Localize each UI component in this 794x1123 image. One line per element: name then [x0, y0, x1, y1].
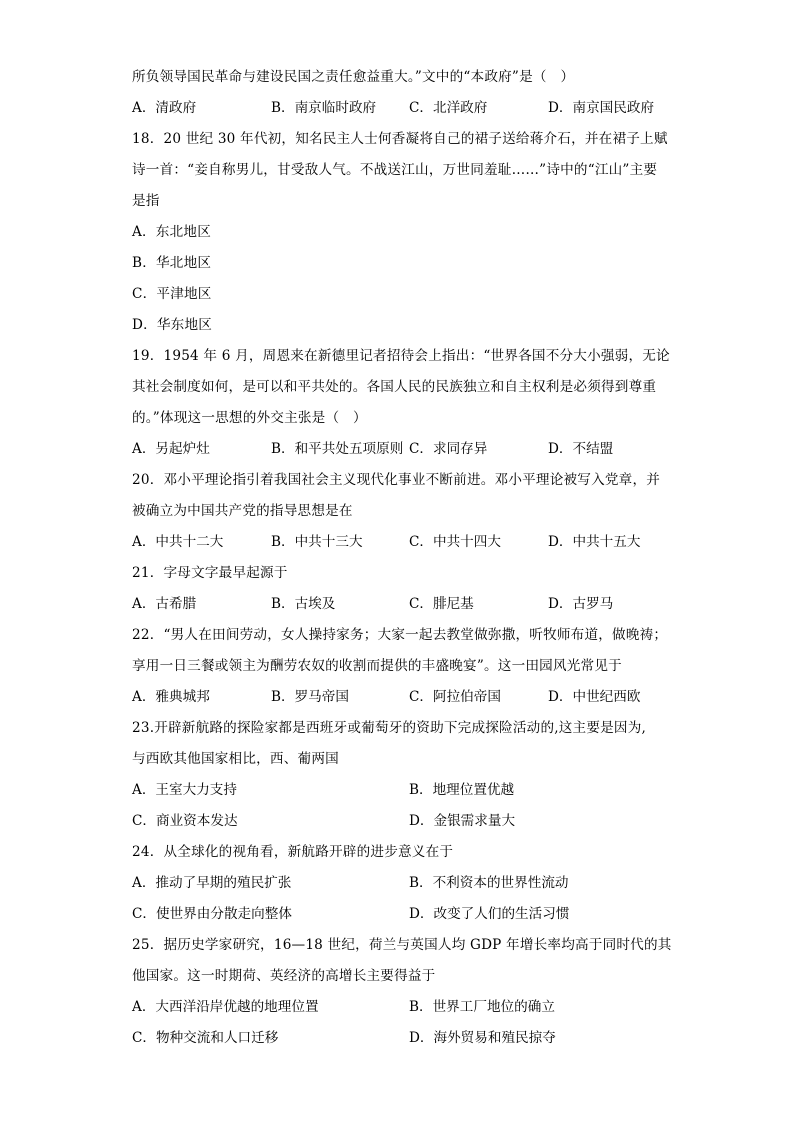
q25-option-a: A．大西洋沿岸优越的地理位置: [132, 999, 319, 1015]
q20-option-a: A．中共十二大: [132, 534, 224, 550]
q17-option-d: D．南京国民政府: [548, 100, 655, 116]
q23-option-c: C．商业资本发达: [132, 813, 238, 829]
q25-options-row2: [132, 1023, 662, 1054]
q22-stem-line: 享用一日三餐或领主为酬劳农奴的收割而提供的丰盛晚宴”。这一田园风光常见于: [132, 658, 622, 674]
q17-text: 所负领导国民革命与建设民国之责任愈益重大。”文中的“本政府”是（ ）: [132, 69, 575, 85]
q17-option-c: C．北洋政府: [409, 100, 488, 116]
q21-option-d: D．古罗马: [548, 596, 614, 612]
q25-option-d: D．海外贸易和殖民掠夺: [409, 1030, 556, 1046]
q19-stem-line: 的。”体现这一思想的外交主张是（ ）: [132, 410, 367, 426]
q22-option-d: D．中世纪西欧: [548, 689, 641, 705]
q18-option-b: B．华北地区: [132, 255, 212, 271]
q23-stem-line: 23.开辟新航路的探险家都是西班牙或葡萄牙的资助下完成探险活动的,这主要是因为,: [132, 720, 647, 736]
q20-option-d: D．中共十五大: [548, 534, 641, 550]
q24-stem-line: 24．从全球化的视角看，新航路开辟的进步意义在于: [132, 844, 454, 860]
q25-option-b: B．世界工厂地位的确立: [409, 999, 555, 1015]
q21-option-c: C．腓尼基: [409, 596, 474, 612]
q20-stem-line: 被确立为中国共产党的指导思想是在: [132, 503, 353, 519]
q18-option-d: D．华东地区: [132, 317, 213, 333]
q22-option-b: B．罗马帝国: [271, 689, 349, 705]
q25-stem-line: 他国家。这一时期荷、英经济的高增长主要得益于: [132, 968, 436, 984]
q19-option-c: C．求同存异: [409, 441, 488, 457]
q22-option-c: C．阿拉伯帝国: [409, 689, 501, 705]
q25-option-c: C．物种交流和人口迁移: [132, 1030, 279, 1046]
q22-options: [132, 682, 662, 713]
q23-options-row2: [132, 806, 662, 837]
q18-stem-line: 是指: [132, 193, 160, 209]
q23-options-row1: [132, 775, 662, 806]
q18-stem-line: 诗一首：“妾自称男儿，甘受敌人气。不战送江山，万世同羞耻……”诗中的“江山”主要: [132, 162, 658, 178]
q20-option-b: B．中共十三大: [271, 534, 363, 550]
q25-options-row1: [132, 992, 662, 1023]
q23-option-a: A．王室大力支持: [132, 782, 237, 798]
q24-option-b: B．不利资本的世界性流动: [409, 875, 569, 891]
q19-stem-line: 其社会制度如何，是可以和平共处的。各国人民的民族独立和自主权利是必须得到尊重: [132, 379, 657, 395]
q20-option-c: C．中共十四大: [409, 534, 501, 550]
q23-option-d: D．金银需求量大: [409, 813, 516, 829]
q24-option-d: D．改变了人们的生活习惯: [409, 906, 570, 922]
q22-option-a: A．雅典城邦: [132, 689, 210, 705]
q17-options: [132, 93, 662, 124]
q18-stem-line: 18．20 世纪 30 年代初，知名民主人士何香凝将自己的裙子送给蒋介石，并在裙子上赋: [132, 131, 668, 147]
q19-option-a: A．另起炉灶: [132, 441, 210, 457]
q22-stem-line: 22．“男人在田间劳动，女人操持家务；大家一起去教堂做弥撒，听牧师布道，做晚祷；: [132, 627, 668, 643]
q23-option-b: B．地理位置优越: [409, 782, 515, 798]
q19-option-d: D．不结盟: [548, 441, 614, 457]
q19-stem-line: 19．1954 年 6 月，周恩来在新德里记者招待会上指出：“世界各国不分大小强弱，无论: [132, 348, 670, 364]
q20-stem-line: 20．邓小平理论指引着我国社会主义现代化事业不断前进。邓小平理论被写入党章，并: [132, 472, 661, 488]
q24-options-row1: [132, 868, 662, 899]
q17-option-b: B．南京临时政府: [271, 100, 377, 116]
q24-options-row2: [132, 899, 662, 930]
q18-option-a: A．东北地区: [132, 224, 211, 240]
q21-options: [132, 589, 662, 620]
q19-option-b: B．和平共处五项原则: [271, 441, 404, 457]
q23-stem-line: 与西欧其他国家相比，西、葡两国: [132, 751, 339, 767]
q17-option-a: A．清政府: [132, 100, 197, 116]
q20-options: [132, 527, 662, 558]
q19-options: [132, 434, 662, 465]
q21-option-b: B．古埃及: [271, 596, 336, 612]
q25-stem-line: 25．据历史学家研究，16—18 世纪，荷兰与英国人均 GDP 年增长率均高于同时代的其: [132, 937, 672, 953]
q24-option-c: C．使世界由分散走向整体: [132, 906, 292, 922]
q21-option-a: A．古希腊: [132, 596, 197, 612]
q21-stem-line: 21．字母文字最早起源于: [132, 565, 288, 581]
q18-option-c: C．平津地区: [132, 286, 212, 302]
exam-page: [132, 62, 672, 1054]
q24-option-a: A．推动了早期的殖民扩张: [132, 875, 292, 891]
